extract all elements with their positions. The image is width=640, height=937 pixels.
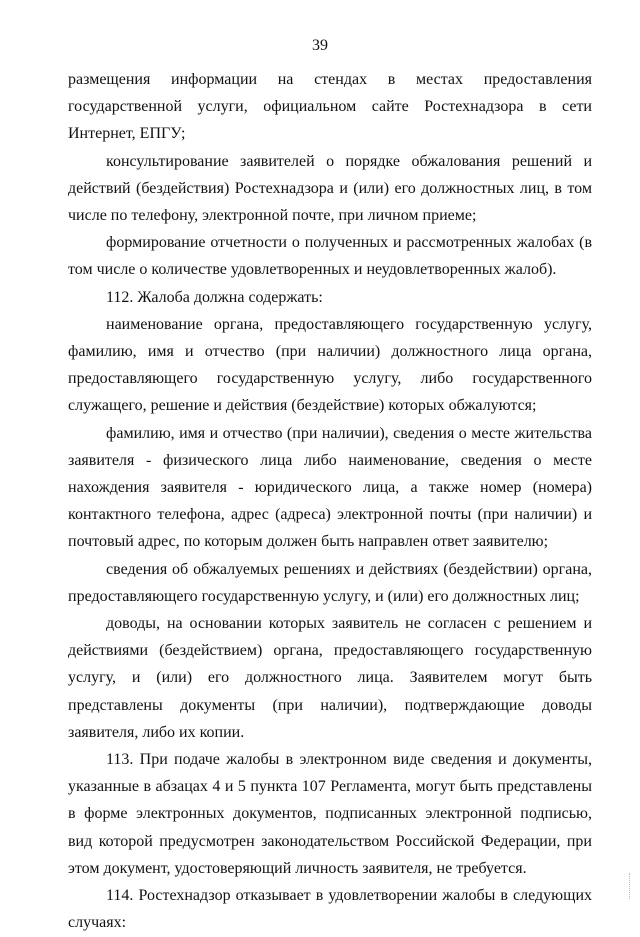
document-body [68,66,592,937]
paragraph: формирование отчетности о полученных и рассмотренных жалобах (в том числе о количестве удовлетворенных и неудовлетворенных жалоб). [68,234,592,279]
paragraph: наименование органа, предоставляющего государственную услугу, фамилию, имя и отчество (при наличии) должностного лица органа, предоставляющего государственную услугу, либо государственного служащего, решение и действия (бездействие) которых обжалуются; [68,315,592,415]
paragraph: фамилию, имя и отчество (при наличии), сведения о месте жительства заявителя - физического лица либо наименование, сведения о месте нахождения заявителя - юридического лица, а также номер (номера) контактного телефона, адрес (адреса) электронной почты (при наличии) и почтовый адрес, по которым должен быть направлен ответ заявителю; [68,424,592,551]
page-number: 39 [312,37,328,54]
paragraph-continuation: размещения информации на стендах в местах предоставления государственной услуги, официальном сайте Ростехнадзора в сети Интернет, ЕПГУ; [68,71,592,143]
paragraph-item-112: 112. Жалоба должна содержать: [106,288,323,306]
paragraph-item-113: 113. При подаче жалобы в электронном виде сведения и документы, указанные в абзацах 4 и 5 пункта 107 Регламента, могут быть представлены в форме электронных документов, подписанных электронной подписью, вид которой предусмотрен законодательством Российской Федерации, при этом документ, удостоверяющий личность заявителя, не требуется. [68,751,592,877]
paragraph: консультирование заявителей о порядке обжалования решений и действий (бездействия) Ростехнадзора и (или) его должностных лиц, в том числе по телефону, электронной почте, при личном приеме; [68,152,592,225]
paragraph: сведения об обжалуемых решениях и действиях (бездействии) органа, предоставляющего государственную услугу, и (или) его должностных лиц; [68,560,592,605]
paragraph-item-114: 114. Ростехнадзор отказывает в удовлетворении жалобы в следующих случаях: [68,887,592,932]
scan-edge-mark [629,873,634,899]
paragraph: доводы, на основании которых заявитель не согласен с решением и действиями (бездействием) органа, предоставляющего государственную услугу, и (или) его должностного лица. Заявителем могут быть представлены документы (при наличии), подтверждающие доводы заявителя, либо их копии. [68,615,592,741]
